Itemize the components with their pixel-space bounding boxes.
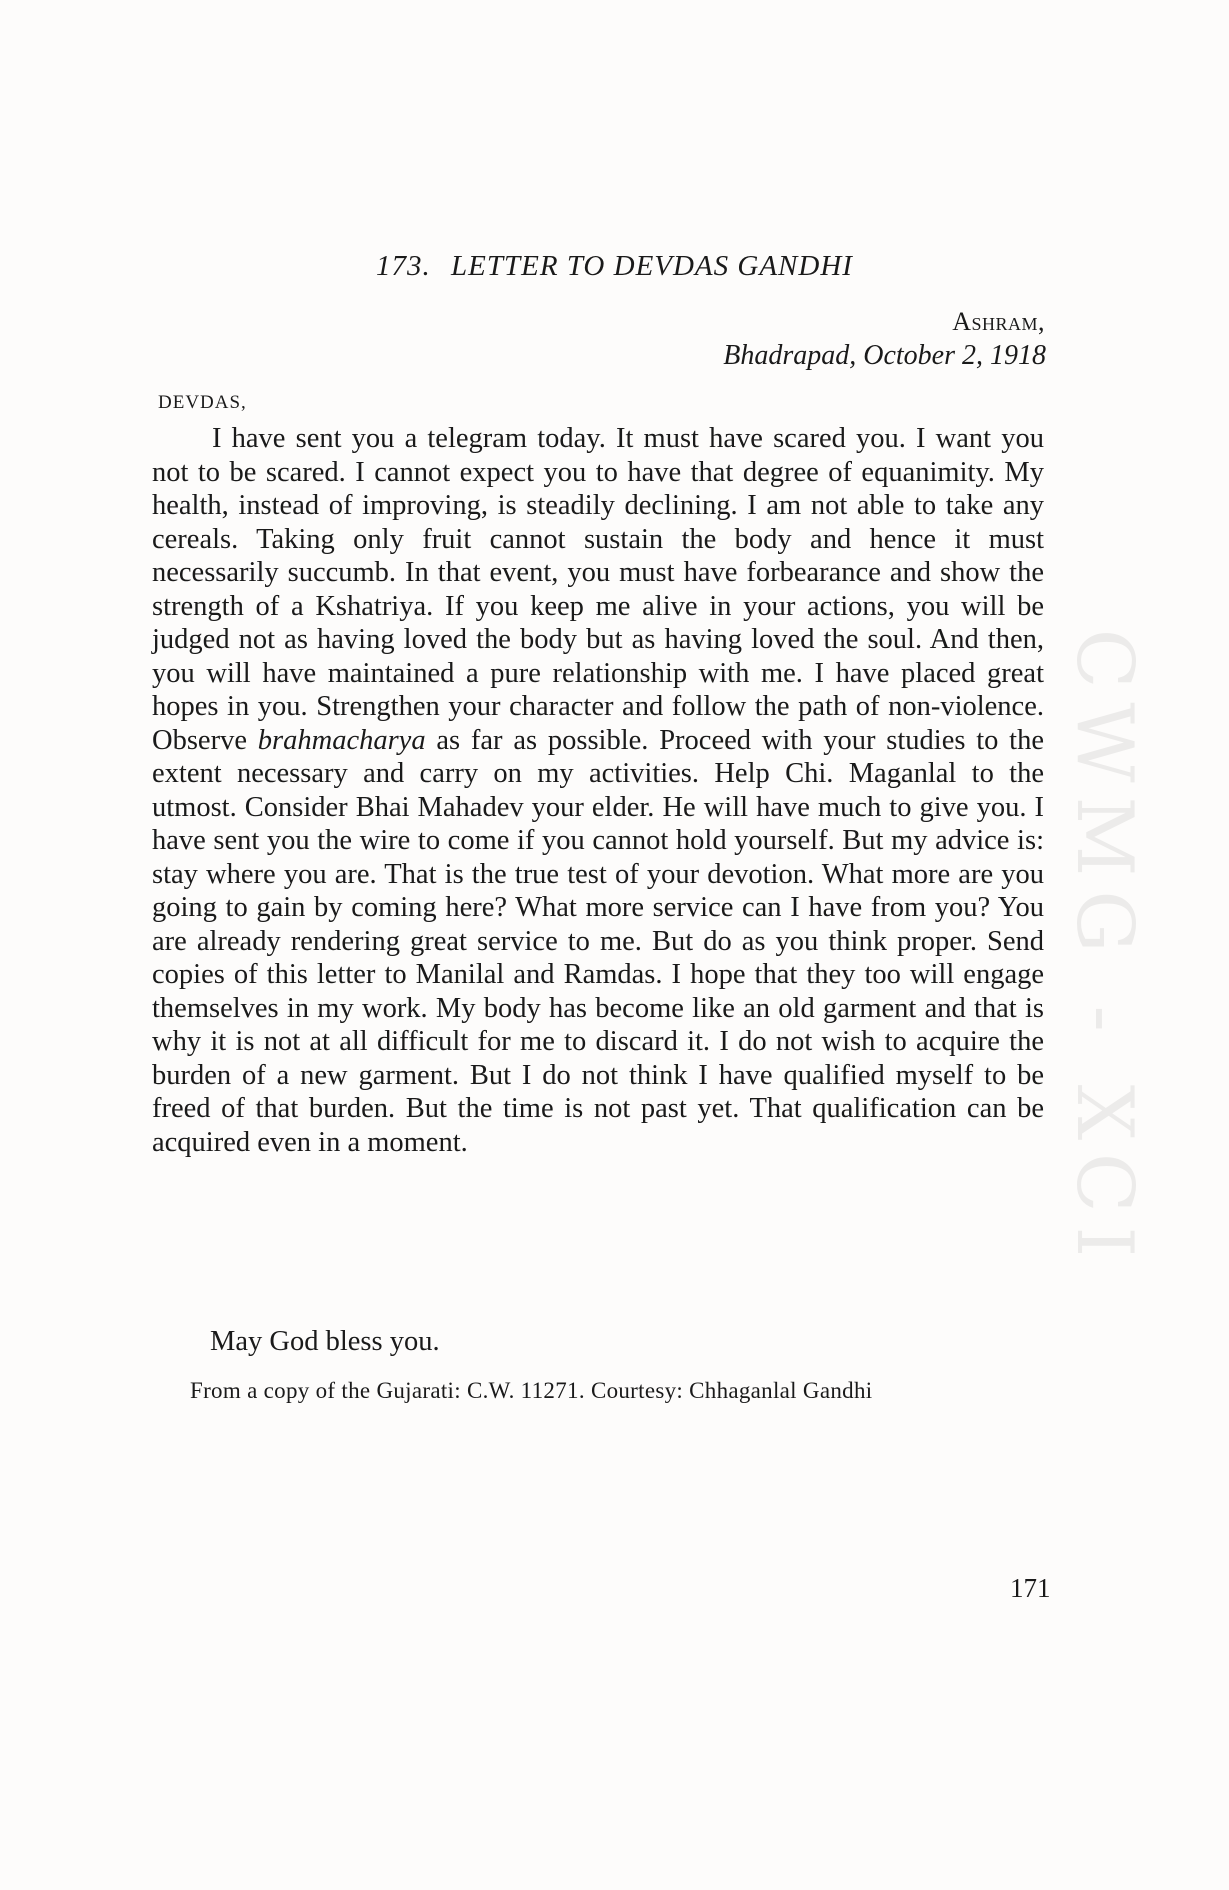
page-number: 171 (1010, 1573, 1051, 1603)
letter-body (152, 422, 1044, 1159)
letter-number: 173. (376, 250, 431, 282)
source-note (190, 1378, 872, 1404)
letter-place: Ashram, (952, 307, 1045, 336)
salutation: DEVDAS, (158, 392, 247, 413)
source-reference: C.W. 11271. (466, 1378, 585, 1403)
letter-title: LETTER TO DEVDAS GANDHI (451, 250, 853, 282)
source-courtesy: Courtesy: Chhaganlal Gandhi (590, 1378, 873, 1403)
watermark (1059, 505, 1149, 1385)
body-text-part1: I have sent you a telegram today. It must have scared you. I want you not to be scared. I cannot expect you to have that degree of equanimity. My health, instead of improving, is steadily declining. I am not able to take any cereals. Taking only fruit cannot sustain the body and hence it must necessarily succumb. In that event, you must have forbearance and show the strength of a Kshatriya. If you keep me alive in your actions, you will be judged not as having loved the body but as having loved the soul. And then, you will have maintained a pure relationship with me. I have placed great hopes in you. Strengthen your character and follow the path of non-violence. Observe (152, 423, 1044, 756)
letter-closing: May God bless you. (210, 1326, 440, 1357)
body-italic-term: brahmacharya (257, 724, 426, 756)
body-text-part2: as far as possible. Proceed with your studies to the extent necessary and carry on my activities. Help Chi. Maganlal to the utmost. Consider Bhai Mahadev your elder. He will have much to give you. I have sent you the wire to come if you cannot hold yourself. But my advice is: stay where you are. That is the true test of your devotion. What more are you going to gain by coming here? What more service can I have from you? You are already rendering great service to me. But do as you think proper. Send copies of this letter to Manilal and Ramdas. I hope that they too will engage themselves in my work. My body has become like an old garment and that is why it is not at all difficult for me to discard it. I do not wish to acquire the burden of a new garment. But I do not think I have qualified myself to be freed of that burden. But the time is not past yet. That qualification can be acquired even in a moment. (152, 724, 1045, 1158)
date-place: Bhadrapad, (723, 340, 857, 371)
letter-heading (0, 250, 1229, 283)
letter-date: October 2, 1918 (863, 340, 1046, 371)
source-text: From a copy of the Gujarati: (190, 1378, 461, 1403)
watermark-text: CWMG - XCI (1059, 628, 1149, 1272)
letter-dateline (723, 340, 1046, 372)
body-paragraph (152, 422, 1044, 1159)
